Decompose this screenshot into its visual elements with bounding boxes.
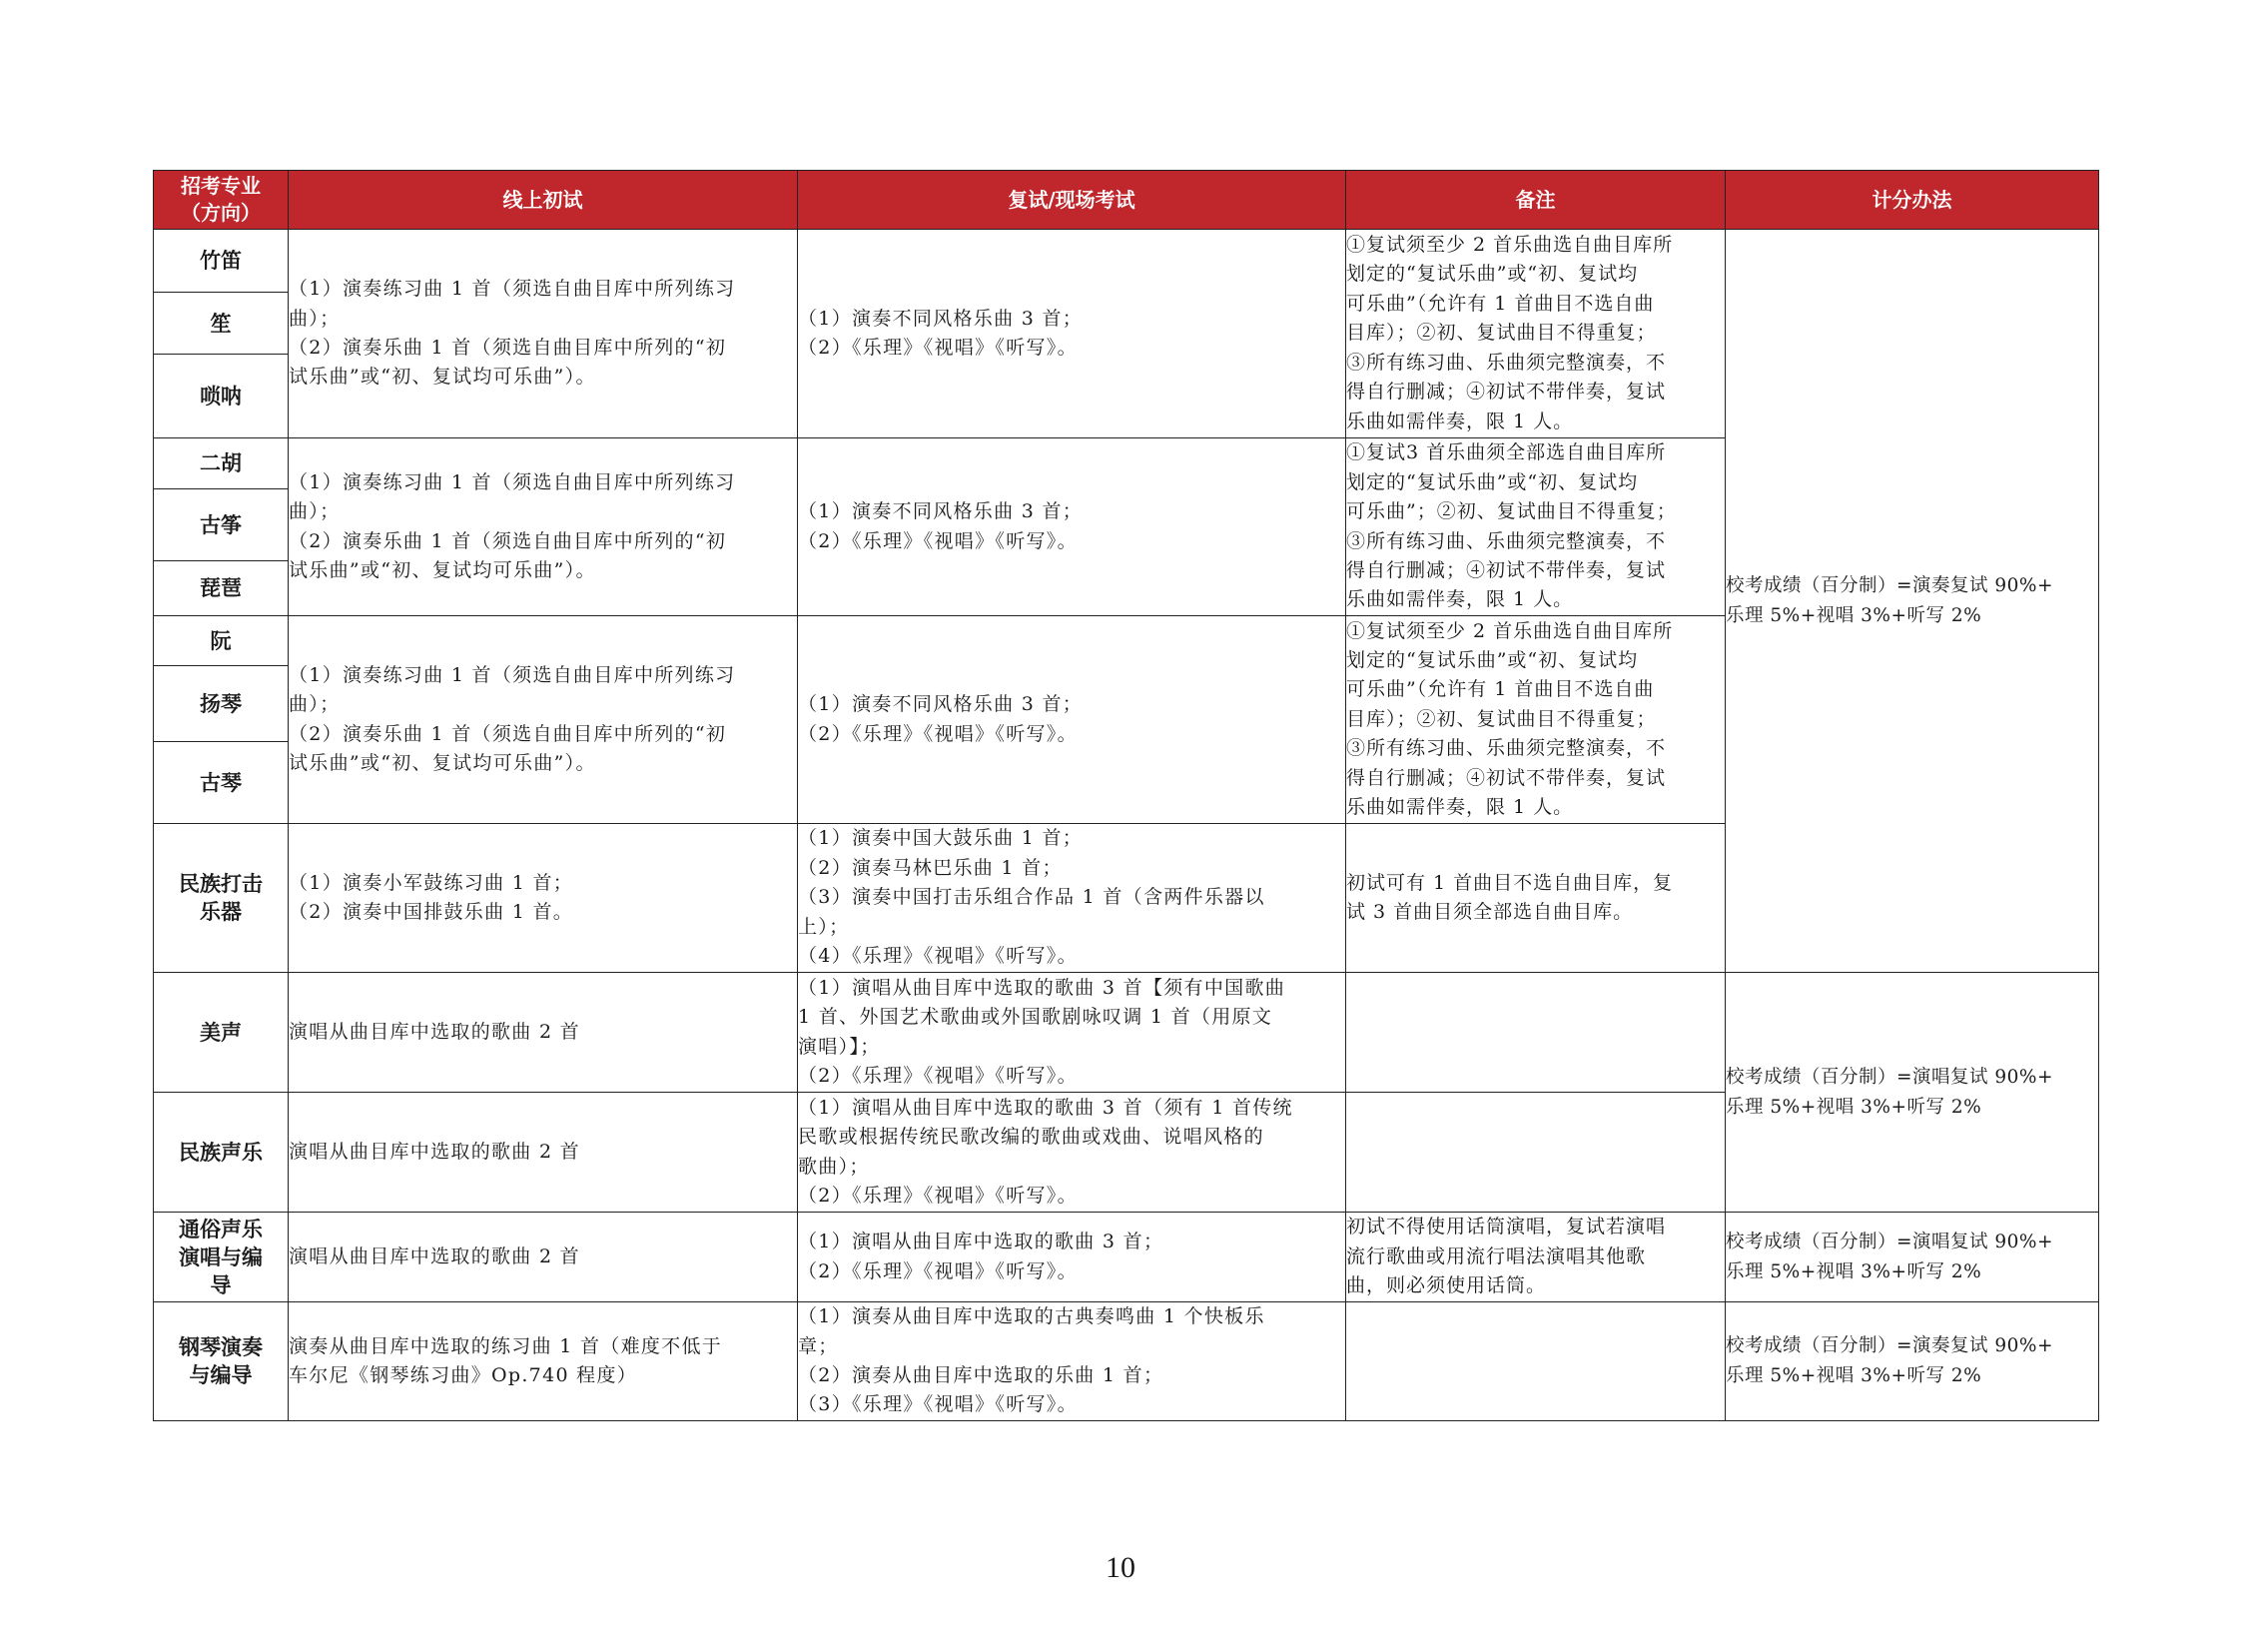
online-test-cell: （1）演奏练习曲 1 首（须选自曲目库中所列练习 曲）； （2）演奏乐曲 1 首（须选自曲目库中所列的“初 试乐曲”或“初、复试均可乐曲”）。 <box>289 230 798 438</box>
note-cell: 初试可有 1 首曲目不选自曲目库，复 试 3 首曲目须全部选自曲目库。 <box>1346 824 1726 973</box>
page-number: 10 <box>1106 1551 1135 1584</box>
scoring-cell-pop-vocal: 校考成绩（百分制）=演唱复试 90%+ 乐理 5%+视唱 3%+听写 2% <box>1726 1213 2099 1302</box>
retest-cell: （1）演唱从曲目库中选取的歌曲 3 首【须有中国歌曲 1 首、外国艺术歌曲或外国歌剧咏叹调 1 首（用原文 演唱）】； （2）《乐理》《视唱》《听写》。 <box>798 973 1346 1093</box>
online-test-cell: 演奏从曲目库中选取的练习曲 1 首（难度不低于 车尔尼《钢琴练习曲》Op.740 程度） <box>289 1302 798 1421</box>
scoring-cell-instrumental: 校考成绩（百分制）=演奏复试 90%+ 乐理 5%+视唱 3%+听写 2% <box>1726 230 2099 973</box>
retest-cell: （1）演奏不同风格乐曲 3 首； （2）《乐理》《视唱》《听写》。 <box>798 438 1346 616</box>
major-cell: 扬琴 <box>154 666 289 742</box>
major-cell: 民族声乐 <box>154 1093 289 1213</box>
major-cell: 唢呐 <box>154 355 289 438</box>
table-row <box>154 973 2099 1093</box>
table-row <box>154 1302 2099 1421</box>
note-cell-empty <box>1346 973 1726 1093</box>
retest-cell: （1）演唱从曲目库中选取的歌曲 3 首（须有 1 首传统 民歌或根据传统民歌改编的歌曲或戏曲、说唱风格的 歌曲）； （2）《乐理》《视唱》《听写》。 <box>798 1093 1346 1213</box>
major-cell: 竹笛 <box>154 230 289 293</box>
note-cell: ①复试须至少 2 首乐曲选自曲目库所 划定的“复试乐曲”或“初、复试均 可乐曲”（允许有 1 首曲目不选自曲 目库）；②初、复试曲目不得重复； ③所有练习曲、乐曲须完整演奏，不 得自行删减；④初试不带伴奏，复试 乐曲如需伴奏，限 1 人。 <box>1346 616 1726 824</box>
note-cell: ①复试3 首乐曲须全部选自曲目库所 划定的“复试乐曲”或“初、复试均 可乐曲”；②初、复试曲目不得重复； ③所有练习曲、乐曲须完整演奏，不 得自行删减；④初试不带伴奏，复试 乐曲如需伴奏，限 1 人。 <box>1346 438 1726 616</box>
table-row <box>154 1213 2099 1302</box>
major-cell: 古琴 <box>154 742 289 824</box>
admission-table <box>153 170 2099 1421</box>
online-test-cell: 演唱从曲目库中选取的歌曲 2 首 <box>289 973 798 1093</box>
online-test-cell: （1）演奏小军鼓练习曲 1 首； （2）演奏中国排鼓乐曲 1 首。 <box>289 824 798 973</box>
note-cell-empty <box>1346 1093 1726 1213</box>
major-cell: 笙 <box>154 293 289 355</box>
header-online-test: 线上初试 <box>289 171 798 230</box>
online-test-cell: （1）演奏练习曲 1 首（须选自曲目库中所列练习 曲）； （2）演奏乐曲 1 首（须选自曲目库中所列的“初 试乐曲”或“初、复试均可乐曲”）。 <box>289 616 798 824</box>
major-cell: 民族打击 乐器 <box>154 824 289 973</box>
header-major: 招考专业 （方向） <box>154 171 289 230</box>
header-note: 备注 <box>1346 171 1726 230</box>
major-cell: 钢琴演奏 与编导 <box>154 1302 289 1421</box>
header-retest: 复试/现场考试 <box>798 171 1346 230</box>
online-test-cell: 演唱从曲目库中选取的歌曲 2 首 <box>289 1213 798 1302</box>
scoring-cell-vocal: 校考成绩（百分制）=演唱复试 90%+ 乐理 5%+视唱 3%+听写 2% <box>1726 973 2099 1213</box>
note-cell: 初试不得使用话筒演唱，复试若演唱 流行歌曲或用流行唱法演唱其他歌 曲，则必须使用话筒。 <box>1346 1213 1726 1302</box>
major-cell: 二胡 <box>154 438 289 489</box>
note-cell: ①复试须至少 2 首乐曲选自曲目库所 划定的“复试乐曲”或“初、复试均 可乐曲”（允许有 1 首曲目不选自曲 目库）；②初、复试曲目不得重复； ③所有练习曲、乐曲须完整演奏，不 得自行删减；④初试不带伴奏，复试 乐曲如需伴奏，限 1 人。 <box>1346 230 1726 438</box>
online-test-cell: 演唱从曲目库中选取的歌曲 2 首 <box>289 1093 798 1213</box>
major-cell: 美声 <box>154 973 289 1093</box>
major-cell: 古筝 <box>154 489 289 561</box>
retest-cell: （1）演唱从曲目库中选取的歌曲 3 首； （2）《乐理》《视唱》《听写》。 <box>798 1213 1346 1302</box>
header-scoring: 计分办法 <box>1726 171 2099 230</box>
major-cell: 阮 <box>154 616 289 666</box>
retest-cell: （1）演奏中国大鼓乐曲 1 首； （2）演奏马林巴乐曲 1 首； （3）演奏中国打击乐组合作品 1 首（含两件乐器以 上）； （4）《乐理》《视唱》《听写》。 <box>798 824 1346 973</box>
major-cell: 通俗声乐 演唱与编 导 <box>154 1213 289 1302</box>
note-cell-empty <box>1346 1302 1726 1421</box>
online-test-cell: （1）演奏练习曲 1 首（须选自曲目库中所列练习 曲）； （2）演奏乐曲 1 首（须选自曲目库中所列的“初 试乐曲”或“初、复试均可乐曲”）。 <box>289 438 798 616</box>
retest-cell: （1）演奏从曲目库中选取的古典奏鸣曲 1 个快板乐 章； （2）演奏从曲目库中选取的乐曲 1 首； （3）《乐理》《视唱》《听写》。 <box>798 1302 1346 1421</box>
table-row <box>154 230 2099 293</box>
scoring-cell-piano: 校考成绩（百分制）=演奏复试 90%+ 乐理 5%+视唱 3%+听写 2% <box>1726 1302 2099 1421</box>
retest-cell: （1）演奏不同风格乐曲 3 首； （2）《乐理》《视唱》《听写》。 <box>798 230 1346 438</box>
major-cell: 琵琶 <box>154 561 289 616</box>
retest-cell: （1）演奏不同风格乐曲 3 首； （2）《乐理》《视唱》《听写》。 <box>798 616 1346 824</box>
table-header-row <box>154 171 2099 230</box>
